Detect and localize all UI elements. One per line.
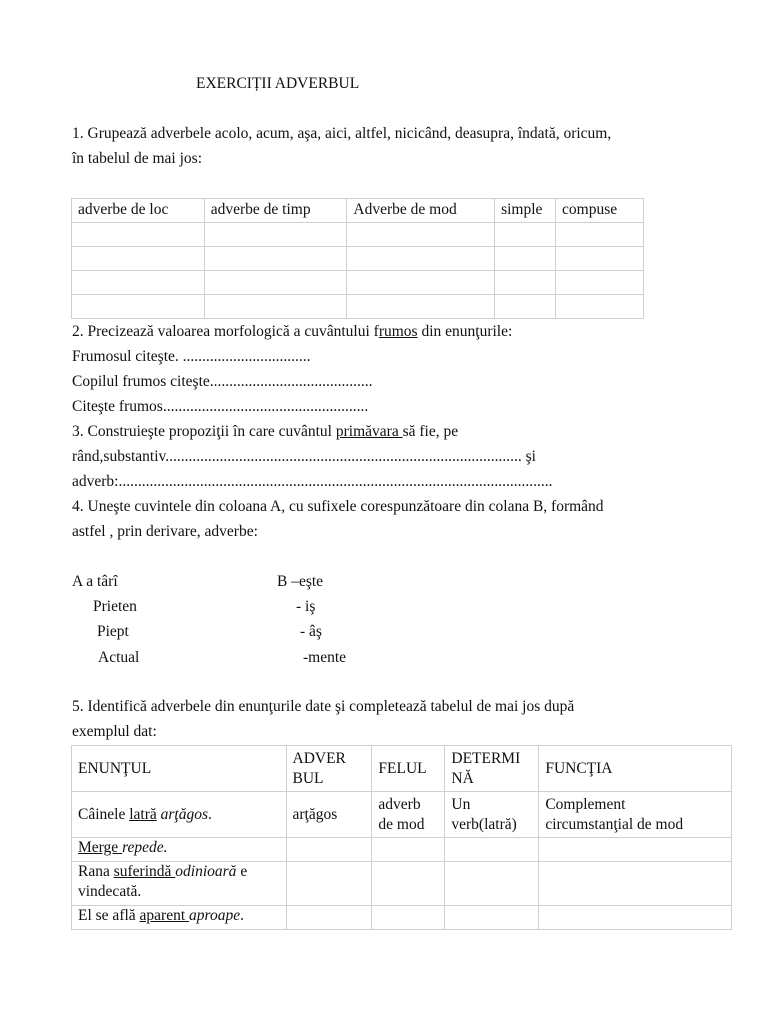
ex2-instruction-suffix: din enunţurile: bbox=[417, 323, 513, 340]
table-cell[interactable] bbox=[495, 247, 556, 271]
header-adverbe-de-loc: adverbe de loc bbox=[72, 199, 205, 223]
example-felul bbox=[372, 792, 445, 838]
table-cell[interactable] bbox=[539, 862, 732, 906]
table-cell[interactable] bbox=[72, 223, 205, 247]
table-row bbox=[72, 792, 732, 838]
header-adverbe-de-timp: adverbe de timp bbox=[204, 199, 347, 223]
sentence-adverb: aproape bbox=[189, 907, 241, 924]
table-cell[interactable] bbox=[445, 838, 539, 862]
table-cell[interactable] bbox=[372, 838, 445, 862]
ex3-instruction-suffix: să fie, pe bbox=[402, 423, 459, 440]
table-cell[interactable] bbox=[556, 271, 644, 295]
ex4-column-b-item: - âş bbox=[300, 623, 322, 640]
table-cell[interactable] bbox=[495, 223, 556, 247]
header-determina-line1: DETERMI bbox=[451, 749, 521, 767]
table-cell[interactable] bbox=[556, 295, 644, 319]
exercise-sentence bbox=[72, 838, 287, 862]
example-functia-line2: circumstanţial de mod bbox=[545, 815, 684, 833]
table-row bbox=[72, 838, 732, 862]
table-cell[interactable] bbox=[347, 295, 495, 319]
ex4-instruction-line1: 4. Uneşte cuvintele din coloana A, cu sufixele corespunzătoare din colana B, formând bbox=[72, 498, 604, 515]
ex4-column-b-item: - iş bbox=[296, 598, 316, 615]
sentence-verb: aparent bbox=[139, 907, 190, 924]
ex2-sentence-1: Frumosul citeşte. ................................. bbox=[72, 348, 311, 365]
sentence-adverb: odinioară bbox=[175, 863, 237, 880]
table-cell[interactable] bbox=[556, 223, 644, 247]
table-header-row bbox=[72, 199, 644, 223]
example-determina bbox=[445, 792, 539, 838]
table-cell[interactable] bbox=[347, 271, 495, 295]
sentence-adverb: repede bbox=[122, 839, 164, 856]
sentence-part: e bbox=[236, 863, 248, 880]
table-cell[interactable] bbox=[445, 862, 539, 906]
table-cell[interactable] bbox=[204, 223, 347, 247]
table-cell[interactable] bbox=[204, 247, 347, 271]
example-sentence bbox=[72, 792, 287, 838]
table-cell[interactable] bbox=[539, 838, 732, 862]
exercise-sentence bbox=[72, 906, 287, 930]
sentence-line2: vindecată. bbox=[78, 883, 142, 900]
header-adverbul-line2: BUL bbox=[292, 769, 324, 787]
sentence-part: . bbox=[163, 839, 168, 856]
ex3-line-substantiv: rând,substantiv............................................................................................ şi bbox=[72, 448, 536, 465]
ex4-instruction-line2: astfel , prin derivare, adverbe: bbox=[72, 523, 258, 540]
ex2-sentence-2: Copilul frumos citeşte.......................................... bbox=[72, 373, 373, 390]
ex4-column-b-item: B –eşte bbox=[277, 573, 324, 590]
sentence-part: Câinele bbox=[78, 805, 130, 823]
ex4-column-a-item: A a târî bbox=[72, 573, 118, 590]
ex4-column-a-item: Actual bbox=[98, 649, 140, 666]
header-determina bbox=[445, 746, 539, 792]
table-row bbox=[72, 295, 644, 319]
ex1-instruction-line1: 1. Grupează adverbele acolo, acum, aşa, aici, altfel, nicicând, deasupra, îndată, oricum, bbox=[72, 125, 612, 142]
header-enuntul: ENUNŢUL bbox=[72, 746, 287, 792]
ex1-instruction-line2: în tabelul de mai jos: bbox=[72, 150, 203, 167]
table-cell[interactable] bbox=[372, 862, 445, 906]
sentence-adverb: arţăgos bbox=[160, 805, 209, 823]
exercise-sentence bbox=[72, 862, 287, 906]
ex4-column-a-item: Prieten bbox=[93, 598, 137, 615]
ex3-instruction-prefix: 3. Construieşte propoziţii în care cuvântul bbox=[72, 423, 336, 440]
ex4-column-a-item: Piept bbox=[97, 623, 129, 640]
header-adverbe-de-mod: Adverbe de mod bbox=[347, 199, 495, 223]
table-row bbox=[72, 223, 644, 247]
ex3-line-adverb: adverb:................................................................................................................ bbox=[72, 473, 553, 490]
ex2-instruction-prefix: 2. Precizează valoarea morfologică a cuvântului f bbox=[72, 323, 379, 340]
example-determina-line1: Un bbox=[451, 795, 471, 813]
header-functia: FUNCŢIA bbox=[539, 746, 732, 792]
example-functia bbox=[539, 792, 732, 838]
table-cell[interactable] bbox=[347, 223, 495, 247]
header-adverbul-line1: ADVER bbox=[292, 749, 346, 767]
sentence-verb: latră bbox=[129, 805, 157, 823]
header-compuse: compuse bbox=[556, 199, 644, 223]
page-title: EXERCIȚII ADVERBUL bbox=[196, 75, 360, 92]
adverb-analysis-table bbox=[71, 745, 732, 930]
table-cell[interactable] bbox=[556, 247, 644, 271]
header-felul: FELUL bbox=[372, 746, 445, 792]
table-row bbox=[72, 906, 732, 930]
table-cell[interactable] bbox=[72, 271, 205, 295]
header-simple: simple bbox=[495, 199, 556, 223]
adverb-grouping-table bbox=[71, 198, 644, 319]
sentence-part: El se află bbox=[78, 907, 140, 924]
table-cell[interactable] bbox=[286, 838, 372, 862]
table-cell[interactable] bbox=[495, 271, 556, 295]
table-cell[interactable] bbox=[72, 295, 205, 319]
ex4-column-b-item: -mente bbox=[303, 649, 347, 666]
ex3-instruction bbox=[72, 423, 458, 441]
table-cell[interactable] bbox=[372, 906, 445, 930]
ex2-instruction bbox=[72, 323, 512, 341]
ex2-sentence-3: Citeşte frumos..................................................... bbox=[72, 398, 369, 415]
example-felul-line1: adverb bbox=[378, 795, 421, 813]
example-determina-line2: verb(latră) bbox=[451, 815, 517, 833]
example-adverb: arţăgos bbox=[286, 792, 372, 838]
sentence-part: . bbox=[240, 907, 244, 924]
table-cell[interactable] bbox=[539, 906, 732, 930]
example-functia-line1: Complement bbox=[545, 795, 626, 813]
table-cell[interactable] bbox=[72, 247, 205, 271]
sentence-verb: suferindă bbox=[113, 863, 176, 880]
table-cell[interactable] bbox=[286, 906, 372, 930]
table-row bbox=[72, 271, 644, 295]
table-cell[interactable] bbox=[204, 295, 347, 319]
ex5-instruction-line1: 5. Identifică adverbele din enunţurile date şi completează tabelul de mai jos după bbox=[72, 698, 575, 715]
ex5-instruction-line2: exemplul dat: bbox=[72, 723, 157, 740]
header-determina-line2: NĂ bbox=[451, 769, 474, 787]
ex3-target-word: primăvara bbox=[335, 423, 403, 440]
table-cell[interactable] bbox=[286, 862, 372, 906]
table-row bbox=[72, 862, 732, 906]
table-cell[interactable] bbox=[204, 271, 347, 295]
sentence-part: . bbox=[208, 805, 212, 823]
table-header-row bbox=[72, 746, 732, 792]
ex2-target-word: rumos bbox=[378, 323, 418, 340]
table-cell[interactable] bbox=[495, 295, 556, 319]
sentence-part: Rana bbox=[78, 863, 114, 880]
table-cell[interactable] bbox=[445, 906, 539, 930]
header-adverbul bbox=[286, 746, 372, 792]
example-felul-line2: de mod bbox=[378, 815, 425, 833]
table-row bbox=[72, 247, 644, 271]
table-cell[interactable] bbox=[347, 247, 495, 271]
sentence-verb: Merge bbox=[78, 839, 123, 856]
